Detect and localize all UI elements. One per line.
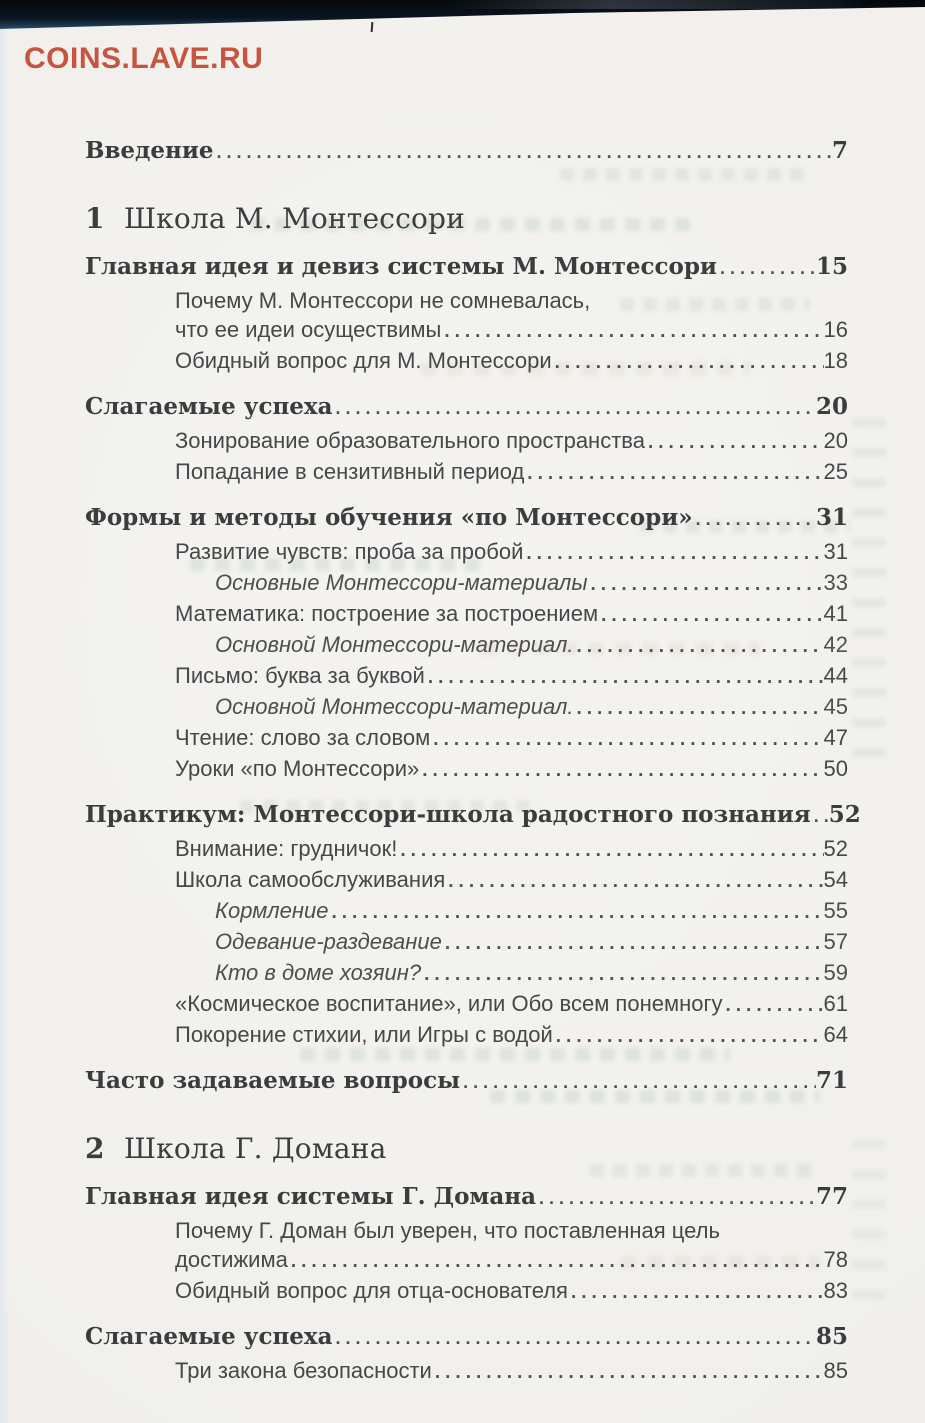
dot-leader	[333, 1323, 816, 1353]
dot-leader	[288, 1247, 824, 1276]
toc-entry	[85, 1066, 848, 1097]
toc-entry-label: Три закона безопасности	[175, 1358, 432, 1383]
dot-leader	[553, 1022, 824, 1051]
toc-entry-label-line1: Почему Г. Доман был уверен, что поставленная цель	[175, 1218, 720, 1243]
toc-entry	[85, 661, 848, 692]
toc-entry	[85, 1020, 848, 1051]
toc-entry	[85, 989, 848, 1020]
toc-entry-row	[175, 599, 848, 630]
toc-entry-label: Введение	[85, 137, 214, 164]
toc-entry-label: Зонирование образовательного пространства	[175, 428, 645, 453]
toc-entry-page: 15	[815, 253, 848, 280]
toc-entry	[85, 754, 848, 785]
dot-leader	[432, 1358, 824, 1387]
chapter-heading	[85, 1131, 848, 1167]
chapter-title: Школа Г. Домана	[124, 1132, 387, 1165]
dot-leader	[645, 428, 824, 457]
toc-entry-page: 85	[823, 1358, 848, 1383]
toc-entry-row	[175, 457, 848, 488]
dot-leader	[588, 570, 824, 599]
toc-entry-label: Покорение стихии, или Игры с водой	[175, 1022, 553, 1047]
toc-entry-row	[215, 692, 848, 723]
toc-entry	[85, 503, 848, 534]
toc-entry-label: Слагаемые успеха	[85, 393, 333, 420]
toc-entry-row	[215, 927, 848, 958]
toc-entry-page: 31	[823, 539, 848, 564]
toc-entry-page: 41	[823, 601, 848, 626]
toc-entry	[85, 834, 848, 865]
toc-entry-page: 64	[823, 1022, 848, 1047]
dot-leader	[552, 348, 824, 377]
toc-entry-label: Попадание в сензитивный период	[175, 459, 525, 484]
toc-entry-label: Математика: построение за построением	[175, 601, 599, 626]
chapter-number: 2	[85, 1132, 105, 1165]
toc-entry-label: Основные Монтессори-материалы	[215, 570, 588, 595]
toc-entry-row	[215, 568, 848, 599]
toc-entry	[85, 457, 848, 488]
toc-entry-row	[175, 1356, 848, 1387]
dot-leader	[723, 991, 824, 1020]
dot-leader	[693, 504, 816, 534]
toc-entry-row	[85, 800, 861, 831]
toc-entry	[85, 1356, 848, 1387]
toc-entry-label: Практикум: Монтессори-школа радостного познания	[85, 801, 811, 828]
toc-entry-label: Чтение: слово за словом	[175, 725, 431, 750]
toc-entry-label: Кто в доме хозяин?	[215, 960, 422, 985]
toc-entry-page: 44	[823, 663, 848, 688]
toc-entry-label: Развитие чувств: проба за пробой	[175, 539, 524, 564]
toc-entry-row	[85, 392, 848, 423]
toc-entry	[85, 426, 848, 457]
toc-entry-page: 61	[823, 991, 848, 1016]
dot-leader	[717, 253, 816, 283]
toc-entry-row	[175, 754, 848, 785]
dot-leader	[421, 960, 823, 989]
toc-entry-page: 50	[823, 756, 848, 781]
toc-entry	[85, 1182, 848, 1213]
toc-entry	[85, 723, 848, 754]
toc-entry-page: 31	[815, 504, 848, 531]
toc-entry-page: 71	[815, 1067, 848, 1094]
toc-entry-row	[175, 834, 848, 865]
scan-left-edge	[0, 0, 10, 1423]
dot-leader	[329, 898, 824, 927]
toc-entry	[85, 392, 848, 423]
toc-entry-label: что ее идеи осуществимы	[175, 317, 442, 342]
dot-leader	[430, 725, 823, 754]
toc-entry-row	[85, 503, 848, 534]
toc-entry	[85, 865, 848, 896]
toc-entry-row	[85, 252, 848, 283]
toc-entry-row	[85, 136, 848, 167]
toc-entry-row	[85, 1182, 848, 1213]
toc-chapter-section	[85, 201, 861, 1097]
toc-entry-label: Уроки «по Монтессори»	[175, 756, 420, 781]
toc-entry-row	[175, 1276, 848, 1307]
toc-entry-row	[175, 426, 848, 457]
toc-entry-page: 25	[823, 459, 848, 484]
toc-entry	[85, 800, 861, 831]
toc-entry-label: Обидный вопрос для М. Монтессори	[175, 348, 552, 373]
toc-entry-page: 20	[815, 393, 848, 420]
toc-entry-row	[175, 723, 848, 754]
toc-entry-row	[175, 989, 848, 1020]
toc-entry	[85, 927, 848, 958]
toc-entry-label: Обидный вопрос для отца-основателя	[175, 1278, 568, 1303]
toc-entry-label: Основной Монтессори-материал.	[215, 694, 574, 719]
dot-leader	[574, 694, 824, 723]
toc-entry	[85, 599, 848, 630]
toc-entry-label: Школа самообслуживания	[175, 867, 446, 892]
toc-entry	[85, 136, 848, 167]
dot-leader	[568, 1278, 824, 1307]
toc-entry-page: 85	[815, 1323, 848, 1350]
toc-entry-label: «Космическое воспитание», или Обо всем понемногу	[175, 991, 723, 1016]
toc-entry-page: 59	[823, 960, 848, 985]
toc-entry	[85, 252, 848, 283]
toc-entry	[85, 568, 848, 599]
toc-entry-row	[175, 661, 848, 692]
toc-entry-page: 33	[823, 570, 848, 595]
dot-leader	[397, 836, 823, 865]
dot-leader	[419, 756, 823, 785]
dot-leader	[442, 929, 824, 958]
toc-entry-label: Главная идея и девиз системы М. Монтессори	[85, 253, 717, 280]
dot-leader	[214, 137, 832, 167]
toc-entry-page: 57	[823, 929, 848, 954]
toc-entry-label: Письмо: буква за буквой	[175, 663, 425, 688]
dot-leader	[445, 867, 823, 896]
toc-entry-row	[175, 1245, 848, 1276]
toc-entry-page: 7	[831, 137, 848, 164]
scan-top-edge-streak	[440, 0, 870, 9]
toc-entry-label: Главная идея системы Г. Домана	[85, 1183, 537, 1210]
dot-leader	[811, 801, 829, 831]
toc-entry	[85, 958, 848, 989]
toc-entry-row	[85, 1322, 848, 1353]
dot-leader	[598, 601, 823, 630]
toc-entry-page: 83	[823, 1278, 848, 1303]
chapter-number: 1	[85, 202, 105, 235]
dot-leader	[460, 1067, 816, 1097]
toc-entry	[85, 692, 848, 723]
toc-entry-page: 45	[823, 694, 848, 719]
toc-entry	[85, 346, 848, 377]
watermark: COINS.LAVE.RU	[24, 42, 264, 75]
dot-leader	[441, 317, 823, 346]
toc-entry-row	[215, 630, 848, 661]
toc-entry-page: 52	[823, 836, 848, 861]
toc-entry-label: Внимание: грудничок!	[175, 836, 398, 861]
toc-entry-label: Кормление	[215, 898, 329, 923]
toc-entry-page: 78	[823, 1247, 848, 1272]
dot-leader	[524, 459, 823, 488]
chapter-title: Школа М. Монтессори	[124, 202, 466, 235]
toc-entry-row	[175, 315, 848, 346]
toc-entry-label: Слагаемые успеха	[85, 1323, 333, 1350]
toc-entry	[85, 1276, 848, 1307]
toc-entry-label-line1: Почему М. Монтессори не сомневалась,	[175, 288, 591, 313]
toc-entry-row	[85, 1066, 848, 1097]
toc-entry	[85, 537, 848, 568]
toc-entry-label: Формы и методы обучения «по Монтессори»	[85, 504, 693, 531]
toc-entry-row	[215, 896, 848, 927]
toc-entry	[85, 1216, 848, 1276]
toc-entry-row	[215, 958, 848, 989]
dot-leader	[574, 632, 824, 661]
chapter-heading	[85, 201, 848, 237]
dot-leader	[523, 539, 823, 568]
toc-entry-label: Основной Монтессори-материал.	[215, 632, 574, 657]
toc-entry-row	[175, 537, 848, 568]
toc-entry-page: 54	[823, 867, 848, 892]
toc-entry-page: 55	[823, 898, 848, 923]
toc-entry-page: 18	[823, 348, 848, 373]
toc-entry-label: Часто задаваемые вопросы	[85, 1067, 461, 1094]
toc-entry	[85, 1322, 848, 1353]
table-of-contents	[85, 0, 861, 1387]
toc-entry-row	[175, 346, 848, 377]
toc-entry	[85, 896, 848, 927]
dot-leader	[425, 663, 824, 692]
toc-entry-page: 77	[815, 1183, 848, 1210]
toc-entry-page: 20	[823, 428, 848, 453]
bleedthrough-artifact	[852, 418, 886, 768]
bleedthrough-artifact	[852, 1140, 886, 1320]
toc-entry	[85, 286, 848, 346]
dot-leader	[536, 1183, 816, 1213]
toc-entry-page: 47	[823, 725, 848, 750]
toc-chapter-section	[85, 1131, 848, 1387]
toc-entry-label: Одевание-раздевание	[215, 929, 442, 954]
toc-entry-page: 52	[828, 801, 861, 828]
dot-leader	[333, 393, 816, 423]
toc-entry-label: достижима	[175, 1247, 288, 1272]
toc-entry-page: 16	[823, 317, 848, 342]
toc-entry-row	[175, 1020, 848, 1051]
toc-entry-page: 42	[823, 632, 848, 657]
toc-entry-row	[175, 865, 848, 896]
toc-entry	[85, 630, 848, 661]
